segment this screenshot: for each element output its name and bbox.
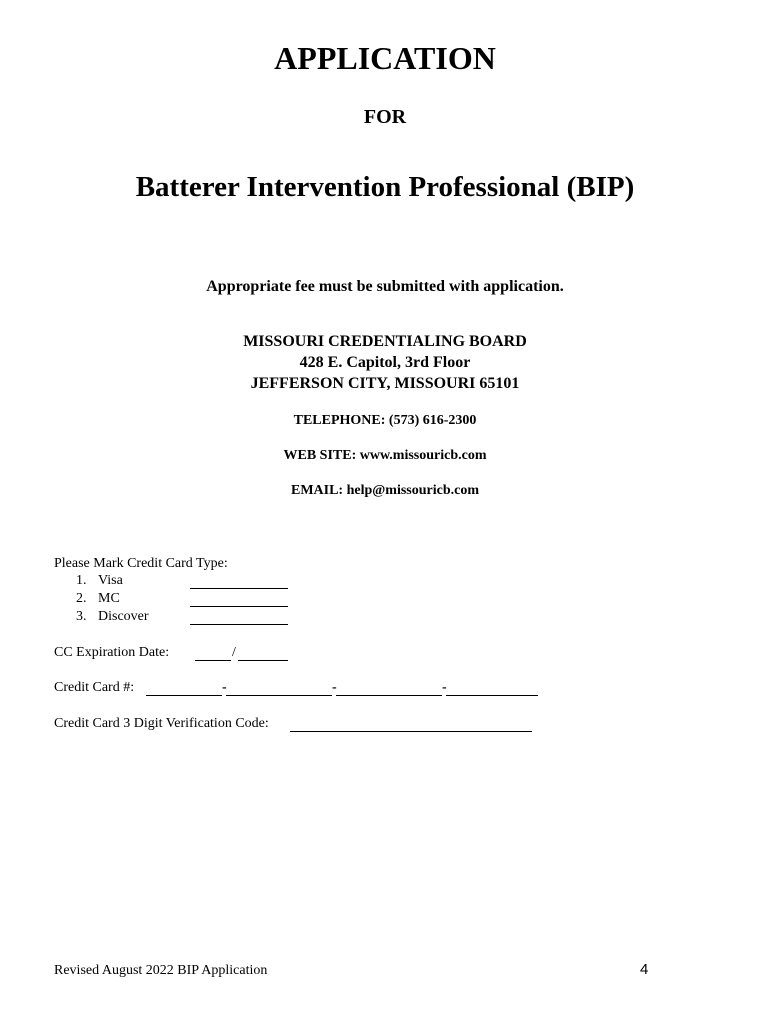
- card-type-visa-blank[interactable]: [190, 588, 288, 589]
- for-line: FOR: [363, 106, 407, 128]
- page-title: APPLICATION: [274, 40, 496, 76]
- fee-note: Appropriate fee must be submitted with application.: [206, 278, 564, 295]
- expiration-separator: /: [232, 645, 236, 660]
- card-number-label: Credit Card #:: [54, 680, 135, 695]
- card-type-prompt: Please Mark Credit Card Type:: [54, 556, 228, 571]
- card-type-option-discover: [76, 608, 149, 626]
- cvv-label: Credit Card 3 Digit Verification Code:: [54, 716, 269, 731]
- card-number-separator: -: [442, 680, 447, 695]
- card-type-label: MC: [98, 591, 120, 606]
- card-type-label: Visa: [98, 573, 123, 588]
- card-number-separator: -: [222, 680, 227, 695]
- cvv-blank[interactable]: [290, 731, 532, 732]
- card-type-discover-blank[interactable]: [190, 624, 288, 625]
- card-type-label: Discover: [98, 609, 149, 624]
- board-address-line1: 428 E. Capitol, 3rd Floor: [299, 354, 471, 371]
- list-number: 2.: [76, 591, 87, 606]
- card-number-segment-1[interactable]: [146, 695, 222, 696]
- board-name: MISSOURI CREDENTIALING BOARD: [243, 333, 527, 350]
- card-type-mc-blank[interactable]: [190, 606, 288, 607]
- application-subtitle: Batterer Intervention Professional (BIP): [135, 171, 635, 203]
- card-number-segment-3[interactable]: [336, 695, 442, 696]
- board-email: EMAIL: help@missouricb.com: [290, 483, 480, 498]
- page-number: 4: [640, 961, 649, 978]
- card-type-option-mc: [76, 590, 120, 608]
- list-number: 3.: [76, 609, 87, 624]
- board-address-line2: JEFFERSON CITY, MISSOURI 65101: [250, 375, 520, 392]
- card-number-segment-4[interactable]: [446, 695, 538, 696]
- board-telephone: TELEPHONE: (573) 616-2300: [293, 413, 477, 428]
- card-type-option-visa: [76, 572, 123, 590]
- card-number-segment-2[interactable]: [226, 695, 332, 696]
- expiration-month-blank[interactable]: [195, 660, 231, 661]
- card-number-separator: -: [332, 680, 337, 695]
- list-number: 1.: [76, 573, 87, 588]
- board-website: WEB SITE: www.missouricb.com: [283, 448, 487, 463]
- expiration-year-blank[interactable]: [238, 660, 288, 661]
- footer-revision: Revised August 2022 BIP Application: [54, 963, 268, 978]
- expiration-label: CC Expiration Date:: [54, 645, 170, 660]
